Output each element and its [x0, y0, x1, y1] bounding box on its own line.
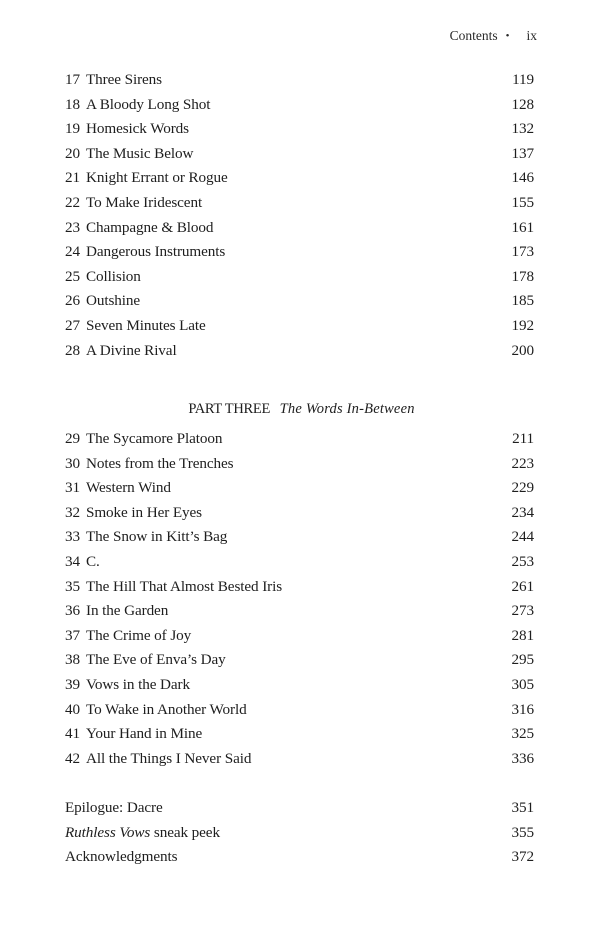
chapter-number: 39 — [65, 676, 80, 693]
chapter-title: To Make Iridescent — [86, 194, 203, 211]
toc-entry[interactable] — [65, 219, 534, 243]
toc-entry[interactable] — [65, 243, 534, 267]
toc-entry[interactable] — [65, 169, 534, 193]
page-number: 192 — [511, 317, 534, 334]
chapter-title: C. — [86, 553, 100, 570]
chapter-title: All the Things I Never Said — [86, 749, 252, 767]
page-number: 146 — [511, 169, 534, 187]
chapter-number: 40 — [65, 700, 80, 718]
page-number: 229 — [511, 479, 534, 497]
page-number: 132 — [511, 120, 534, 138]
toc-entry[interactable] — [65, 317, 534, 341]
toc-entry[interactable] — [65, 504, 534, 528]
chapter-title: A Divine Rival — [86, 341, 177, 359]
chapter-title: Western Wind — [86, 479, 171, 497]
chapter-number: 33 — [65, 528, 80, 546]
page-number: 336 — [511, 749, 534, 767]
header-separator: • — [505, 30, 510, 42]
chapter-title: Notes from the Trenches — [86, 454, 234, 472]
chapter-number: 30 — [65, 454, 80, 472]
toc-entry[interactable] — [65, 292, 534, 316]
page-number: 273 — [511, 602, 534, 620]
page-number: 351 — [511, 799, 534, 816]
chapter-title: The Eve of Enva’s Day — [86, 651, 226, 669]
chapter-title: Three Sirens — [86, 71, 162, 88]
page-number: 137 — [511, 144, 534, 162]
toc-entry[interactable] — [65, 96, 534, 120]
page-number: 244 — [511, 528, 534, 546]
chapter-number: 25 — [65, 267, 80, 285]
chapter-number: 41 — [65, 725, 80, 743]
part-title: The Words In-Between — [279, 401, 415, 417]
entry-title: sneak peek — [150, 823, 220, 841]
toc-entry[interactable] — [65, 528, 534, 552]
toc-entry[interactable] — [65, 194, 534, 218]
toc-entry-epilogue[interactable] — [65, 799, 534, 823]
toc-entry[interactable] — [65, 145, 534, 169]
chapter-number: 31 — [65, 479, 80, 497]
page-number: 295 — [511, 651, 534, 669]
chapter-title: Smoke in Her Eyes — [86, 503, 202, 521]
toc-entry[interactable] — [65, 627, 534, 651]
chapter-number: 34 — [65, 553, 80, 570]
page-number: 316 — [511, 700, 534, 718]
toc-entry[interactable] — [65, 71, 534, 95]
chapter-title: The Crime of Joy — [86, 626, 192, 644]
chapter-number: 42 — [65, 749, 80, 767]
book-title: Ruthless Vows — [65, 823, 151, 841]
chapter-title: Your Hand in Mine — [86, 725, 203, 743]
page-number: 155 — [511, 194, 534, 211]
page-number: 178 — [511, 267, 534, 285]
chapter-number: 29 — [65, 430, 80, 447]
chapter-number: 19 — [65, 120, 80, 138]
chapter-title: Homesick Words — [86, 120, 189, 138]
chapter-title: Vows in the Dark — [86, 676, 190, 693]
page-number: 200 — [511, 341, 534, 359]
toc-entry[interactable] — [65, 651, 534, 675]
entry-title: Epilogue: Dacre — [65, 799, 163, 816]
toc-entry[interactable] — [65, 479, 534, 503]
toc-entry[interactable] — [65, 750, 534, 774]
page-number: 173 — [511, 243, 534, 261]
header-section: Contents — [449, 28, 498, 43]
toc-entry-acknowledgments[interactable] — [65, 848, 534, 872]
page-number: 261 — [511, 577, 534, 595]
page-number: 223 — [511, 454, 534, 472]
chapter-number: 36 — [65, 602, 80, 620]
chapter-number: 20 — [65, 144, 80, 162]
chapter-number: 27 — [65, 317, 80, 334]
chapter-number: 24 — [65, 243, 80, 261]
running-header — [450, 28, 537, 44]
chapter-title: The Sycamore Platoon — [86, 430, 223, 447]
part-heading — [65, 401, 534, 418]
part-label: PART THREE — [188, 401, 271, 417]
chapter-number: 22 — [65, 194, 80, 211]
page-number: 234 — [511, 503, 534, 521]
page-number: 161 — [511, 218, 534, 236]
chapter-title: The Hill That Almost Bested Iris — [86, 577, 283, 595]
chapter-title: The Music Below — [86, 144, 194, 162]
page-number: 305 — [511, 676, 534, 693]
chapter-title: The Snow in Kitt’s Bag — [86, 528, 228, 546]
header-page-number: ix — [526, 28, 537, 43]
page-number: 372 — [511, 848, 534, 866]
page-number: 128 — [511, 95, 534, 113]
chapter-title: To Wake in Another World — [86, 700, 247, 718]
chapter-title: Outshine — [86, 292, 141, 310]
toc-entry[interactable] — [65, 676, 534, 700]
toc-entry[interactable] — [65, 553, 534, 577]
chapter-title: Seven Minutes Late — [86, 317, 206, 334]
chapter-number: 38 — [65, 651, 80, 669]
toc-entry[interactable] — [65, 725, 534, 749]
page-number: 325 — [511, 725, 534, 743]
chapter-title: A Bloody Long Shot — [86, 95, 211, 113]
chapter-title: Champagne & Blood — [86, 218, 214, 236]
chapter-number: 32 — [65, 503, 80, 521]
chapter-number: 18 — [65, 95, 80, 113]
chapter-title: Knight Errant or Rogue — [86, 169, 228, 187]
chapter-number: 26 — [65, 292, 80, 310]
chapter-title: Collision — [86, 267, 141, 285]
page-number: 281 — [511, 626, 534, 644]
chapter-number: 28 — [65, 341, 80, 359]
chapter-number: 35 — [65, 577, 80, 595]
chapter-number: 21 — [65, 169, 80, 187]
page-number: 185 — [511, 292, 534, 310]
toc-entry[interactable] — [65, 120, 534, 144]
chapter-title: Dangerous Instruments — [86, 243, 226, 261]
toc-entry-sneak-peek[interactable] — [65, 824, 534, 848]
page-number: 119 — [512, 71, 534, 88]
toc-entry[interactable] — [65, 268, 534, 292]
page-number: 211 — [512, 430, 534, 447]
chapter-number: 37 — [65, 626, 80, 644]
toc-entry[interactable] — [65, 701, 534, 725]
page-number: 355 — [511, 823, 534, 841]
chapter-number: 23 — [65, 218, 80, 236]
toc-entry[interactable] — [65, 578, 534, 602]
chapter-number: 17 — [65, 71, 80, 88]
toc-entry[interactable] — [65, 430, 534, 454]
chapter-title: In the Garden — [86, 602, 169, 620]
page-number: 253 — [511, 553, 534, 570]
toc-entry[interactable] — [65, 342, 534, 366]
toc-entry[interactable] — [65, 455, 534, 479]
entry-title: Acknowledgments — [65, 848, 178, 866]
toc-entry[interactable] — [65, 602, 534, 626]
